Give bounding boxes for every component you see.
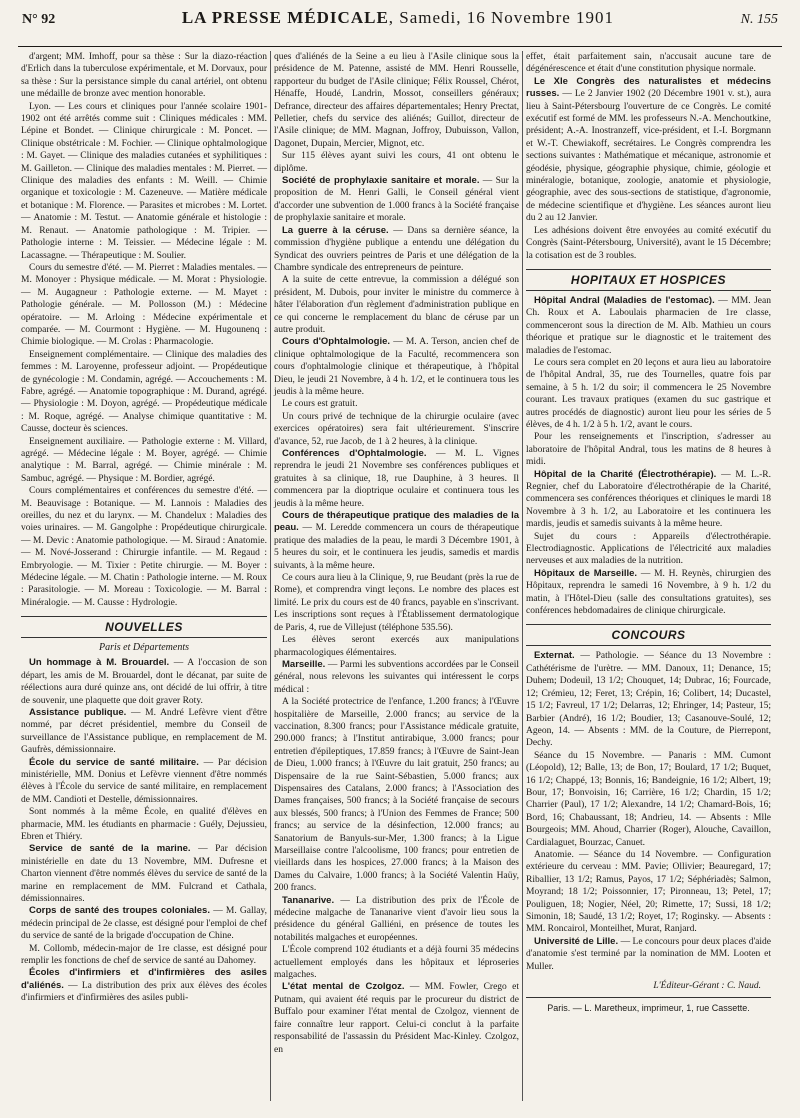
paragraph: Lyon. — Les cours et cliniques pour l'année scolaire 1901-1902 ont été arrêtés comme suit : Cliniques médicales : MM. Lépine et Bondet. — Clinique chirurgicale : M. Poncet. — Clinique obstétricale : M. Fochier. — Clinique ophtalmologique : M. Gayet. — Clinique des maladies cutanées et syphilitiques : M. Gailleton. — Clinique des maladies mentales : M. Pierret. — Clinique des maladies des enfants : M. Weill. — Chimie organique et toxicologie : M. Cazeneuve. — Matière médicale et botanique : M. Florence. — Parasites et microbes : M. Lortet. — Anatomie : M. Testut. — Anatomie générale et histologie : M. Renaut. — Anatomie pathologique : M. Tripier. — Pathologie interne : M. Teissier. — Médecine légale : M. Lacassagne. — Thérapeutique : M. Soulier. (21, 101, 267, 261)
paragraph: Séance du 15 Novembre. — Panaris : MM. Cumont (Léopold), 12; Balle, 13; de Bon, 17; Boulard, 17 1/2; Buquet, 16 1/2; Chappé, 13; Bonnis, 16; Bandeignie, 16 1/2; Albert, 19; Bour, 17; Bonvoisin, 16; Carrière, 16 1/2; Chardin, 15 1/2; Charrier (Paul), 17 1/2; Alexandre, 14 1/2; Chamard-Bois, 16; Bord, 16; Chabaussant, 18; Andrieu, 14. — Absents : Mlle Bourgeois; MM. Ahoud, Charrier (Roger), Alouche, Cavaillon, Cardialaguet, Bourzac, Canuet. (526, 750, 771, 848)
news-item-body: — Pathologie. — Séance du 13 Novembre : Cathétérisme de l'urètre. — MM. Danoux, 11; Denance, 15; Duhem; Dodeuil, 13 1/2; Chouquet, 14; Dubrac, 16; Fourcade, 12; Crémieu, 12; Feret, 13; Crépin, 16; Colibert, 14; Ducastel, 15 1/2; Favreul, 17 1/2; Delarras, 12; Ehringer, 14; Pasteur, 15; Barbier (André), 16 1/2; Boudier, 13; Casanouve-Soulé, 12; Ageon, 14. — Absents : MM. de la Couture, de Pierrepont, Dechy. (526, 651, 771, 749)
news-item-title: La guerre à la céruse. (282, 224, 389, 236)
paragraph: Sur 115 élèves ayant suivi les cours, 41 ont obtenu le diplôme. (274, 151, 519, 174)
news-item-title: Cours d'Ophtalmologie. (282, 336, 391, 348)
paragraph: Les élèves seront exercés aux manipulations pharmacologiques élémentaires. (274, 635, 519, 658)
news-item-body: — A l'occasion de son départ, les amis de M. Brouardel, dont le décanat, par suite de réélections aura duré quinze ans, ont décidé de lui offrir, à titre de souvenir, une plaquette que doit graver Roty. (21, 658, 267, 706)
paragraph: A la suite de cette entrevue, la commission a délégué son président, M. Dubois, pour inviter le ministre du commerce à hâter l'élaboration d'un règlement d'administration publique en ce qui concerne le remplacement du blanc de céruse par un autre produit. (274, 275, 519, 335)
masthead-title: LA PRESSE MÉDICALE, Samedi, 16 Novembre 1901 (181, 8, 615, 27)
news-item-title: Écoles d'infirmiers et d'infirmières des asiles d'aliénés. (21, 967, 267, 991)
columns (18, 51, 782, 1101)
paragraph: Un cours privé de technique de la chirurgie oculaire (avec exercices opératoires) sera fait ultérieurement. S'inscrire d'avance, 52, rue Jacob, de 1 à 2 heures, à la clinique. (274, 411, 519, 447)
paragraph: A la Société protectrice de l'enfance, 1.200 francs; à l'Œuvre hospitalière de Marseille, 2.000 francs; au service de la vaccination, 8.300 francs; pour l'Assistance médicale gratuite, 290.000 francs; à l'Institut antirabique, 3.000 francs; pour entretien d'épileptiques, 17.859 francs; à l'Œuvre de Saint-Jean de Dieu, 1.000 francs; à l'Œuvre du lait gratuit, 250 francs; au Dispensaire de la rue Saint-Sébastien, 5.000 francs; aux Dispensaires des Catalans, 2.000 francs; à l'Association des Dames françaises, 500 francs; à la Société française de secours aux blessés, 500 francs; à l'Union des Femmes de France; 500 francs; au service de la désinfection, 12.000 francs; au Sanatorium de Banyuls-sur-Mer, 1.300 francs; à la Ligue Marseillaise contre l'alcoolisme, 100 francs; pour entretien de vieillards dans les hospices, 27.000 francs; à la Maison des Dames du Calvaire, 1.000 francs; à la Société Valentin Haüy, 200 francs. (274, 697, 519, 894)
paragraph: Sujet du cours : Appareils d'électrothérapie. Electrodiagnostic. Applications de l'électricité aux maladies nerveuses et aux maladies de la nutrition. (526, 531, 771, 567)
news-item-title: Externat. (534, 650, 575, 662)
news-item-title: Service de santé de la marine. (29, 843, 191, 855)
news-item-body: — M. Leredde commencera un cours de thérapeutique pratique des maladies de la peau, le mardi 3 Décembre 1901, à 5 heures du soir, et le continuera les jeudis, samedis et mardis suivants, à la même heure. (274, 523, 519, 571)
paragraph: Enseignement complémentaire. — Clinique des maladies des femmes : M. Laroyenne, professeur adjoint. — Propédeutique de gynécologie : M. Condamin, agrégé. — Accouchements : M. Fabre, agrégé. — Anatomie topographique : M. Durand, agrégé. — Physiologie : M. Doyon, agrégé. — Propédeutique médicale : M. Roque, agrégé. — Analyse chimique quantitative : M. Causse, docteur ès sciences. (21, 349, 267, 435)
news-item-body: — Sur la proposition de M. Henri Galli, le Conseil général vient d'accorder une subvention de 1.000 francs à la Société française de prophylaxie sanitaire et morale. (274, 176, 519, 224)
news-item (274, 510, 519, 572)
column-2 (270, 51, 522, 1101)
column-3 (522, 51, 774, 1101)
news-item-title: Hôpital de la Charité (Électrothérapie). (534, 468, 717, 480)
news-item (21, 905, 267, 942)
masthead (18, 8, 782, 47)
news-item (274, 659, 519, 696)
issue-number: N° 92 (22, 12, 56, 27)
paragraph: Les adhésions doivent être envoyées au comité exécutif du Congrès (Saint-Pétersbourg, Université), avant le 15 Décembre; la cotisation est de 3 roubles. (526, 225, 771, 261)
news-item-title: École du service de santé militaire. (29, 756, 199, 768)
paragraph: Pour les renseignements et l'inscription, s'adresser au laboratoire de l'hôpital Andral, tous les matins de 8 heures à midi. (526, 432, 771, 468)
paragraph: Cours du semestre d'été. — M. Pierret : Maladies mentales. — M. Monoyer : Physique médicale. — M. Morat : Physiologie. — M. Augagneur : Pathologie externe. — M. Mayet : Pathologie générale. — M. Pollosson (M.) : Médecine opératoire. — M. Arloing : Médecine expérimentale et comparée. — M. Courmont : Hygiène. — M. Hugounenq : Chimie biologique. — M. Crolas : Pharmacologie. (21, 262, 267, 348)
paragraph: d'argent; MM. Imhoff, pour sa thèse : Sur la diazo-réaction d'Erlich dans la tuberculose expérimentale, et M. Dorvaux, pour sa thèse : Sur la persistance simple du canal artériel, ont obtenu une médaille de bronze avec mention honorable. (21, 52, 267, 100)
section-heading-nouvelles: NOUVELLES (21, 616, 267, 638)
news-item (274, 895, 519, 945)
newspaper-page (18, 8, 782, 1108)
news-item-title: L'état mental de Czolgoz. (282, 981, 405, 993)
news-item (21, 707, 267, 757)
news-item (526, 936, 771, 973)
news-item-title: Marseille. (282, 658, 326, 670)
news-item-title: Hôpitaux de Marseille. (534, 567, 638, 579)
news-item (526, 76, 771, 225)
column-1 (18, 51, 270, 1101)
news-item-body: — Le concours pour deux places d'aide d'anatomie s'est terminé par la nomination de MM. Looten et Muller. (526, 936, 771, 972)
news-item (274, 981, 519, 1055)
news-item (274, 175, 519, 225)
page-number: N. 155 (740, 12, 778, 27)
paragraph: M. Collomb, médecin-major de 1re classe, est désigné pour remplir les fonctions de chef de service de santé au Dahomey. (21, 943, 267, 967)
news-item (21, 757, 267, 807)
paragraph: Anatomie. — Séance du 14 Novembre. — Configuration extérieure du cerveau : MM. Pavie; Ollivier; Beauregard, 17; Riballier, 13 1/2; Ramus, Payos, 17 1/2; Séphériadès; Salmon, Moyrand; 18 1/2; Poissonnier, 17; Pironneau, 13; Petel, 17; Pouliguen, 18; Nogier, Néel, 20; Rimette, 17; Sussi, 18 1/2; Simonin, 18; Saudé, 13 1/2; Royet, 17; Roginsky. — Absents : MM. Roncairol, Monteilhet, Murat, Ranjard. (526, 849, 771, 935)
news-item-title: Société de prophylaxie sanitaire et morale. (282, 175, 480, 187)
news-item (21, 843, 267, 905)
news-item-title: Université de Lille. (534, 935, 619, 947)
news-item-body: — La distribution des prix de l'École de médecine malgache de Tananarive vient d'avoir lieu sous la présidence du général Galliéni, en présence de toutes les notabilités malgaches et européennes. (274, 895, 519, 943)
news-item-body: — Par décision ministérielle, MM. Donius et Lefèvre viennent d'être nommés élèves à l'École du service de santé militaire, en remplacement de MM. Candioti et Destelle, démissionnaires. (21, 757, 268, 805)
section-heading-hopitaux: HOPITAUX ET HOSPICES (526, 269, 771, 291)
news-item (526, 295, 771, 357)
section-heading-concours: CONCOURS (526, 624, 771, 646)
news-item (274, 336, 519, 398)
editor-signature: L'Éditeur-Gérant : C. Naud. (653, 981, 761, 992)
news-item-title: Le XIe Congrès des naturalistes et médecins russes. (526, 75, 771, 100)
news-item (274, 225, 519, 275)
paragraph: ques d'aliénés de la Seine a eu lieu à l'Asile clinique sous la présidence de M. Patenne, assisté de MM. Henri Rousselle, rapporteur du budget de l'Asile clinique; Félix Roussel, Chérot, Hénaffe, Houdé, Landrin, Mossot, conseillers généraux; Defrance, directeur des affaires départementales; Henry Prectat, Pelletier, chefs du service des aliénés; Guillot, directeur de l'Asile clinique; de MM. Magnan, Joffroy, Dubuisson, Vallon, Dagonet, Dupain, Mercier, Mignot, etc. (274, 52, 519, 149)
news-item-body: — Le 2 Janvier 1902 (20 Décembre 1901 v. st.), aura lieu à Saint-Pétersbourg l'ouverture de ce Congrès. Le comité exécutif est formé de MM. les professeurs N.-A. Menchoutkine, président; A.-A. Inostranzeff, vice-président, et I.-I. Borgmann et W.-T. Chewiakoff, secrétaires. Le Congrès comprendra les sections suivantes : Mathématique et mécanique, astronomie et géodésie, physique, géographie physique, chimie, géologie et minéralogie, botanique, zoologie, anatomie et physiologie, géographie, avec des sous-sections de statistique, d'agronomie, de médecine scientifique et d'hygiène. Les séances auront lieu du 2 au 12 Janvier. (526, 89, 771, 224)
news-item (274, 448, 519, 510)
paragraph: effet, était parfaitement sain, n'accusait aucune tare de dégénérescence et était d'une constitution physique normale. (526, 52, 771, 75)
news-item-body: — Parmi les subventions accordées par le Conseil général, nous relevons les suivantes qui intéressent le corps médical : (274, 659, 520, 695)
paragraph: Cours complémentaires et conférences du semestre d'été. — M. Beauvisage : Botanique. — M. Lannois : Maladies des oreilles, du nez et du larynx. — M. Chandelux : Maladies des voies urinaires. — M. Gangolphe : Propédeutique chirurgicale. — M. Devic : Anatomie pathologique. — M. Siraud : Anatomie. — M. Nové-Josserand : Chirurgie infantile. — M. Regaud : Embryologie. — M. Tixier : Petite chirurgie. — M. Boyer : Médecine légale. — M. Chatin : Pathologie interne. — M. Roux : Parasitologie. — M. Moreau : Toxicologie. — M. Barral : Minéralogie. — M. Causse : Hydrologie. (21, 486, 267, 608)
paragraph: Le cours sera complet en 20 leçons et aura lieu au laboratoire de l'hôpital Andral, 35, rue des Tournelles, quatre fois par semaine, à 5 h. 1/2 du soir; il commencera le 25 Novembre courant. Les travaux pratiques (examen du suc gastrique et autres procédés de diagnostic) auront lieu pour les séries de 5 élèves, de 4 h. 1/2 à 5 h. 1/2, avant le cours. (526, 357, 771, 430)
paragraph: Le cours est gratuit. (282, 399, 358, 410)
news-item-title: Un hommage à M. Brouardel. (29, 657, 170, 669)
news-item (526, 469, 771, 531)
news-item-title: Cours de thérapeutique pratique des maladies de la peau. (274, 510, 519, 534)
news-item-body: — M. A. Terson, ancien chef de clinique ophtalmologique de la Faculté, recommencera son cours d'ophtalmologie clinique et thérapeutique, à l'hôpital Dieu, le jeudi 21 Novembre, à 4 h. 1/2, et le continuera tous les jeudis à la même heure. (274, 337, 520, 397)
news-item-body: — MM. Fowler, Crego et Putnam, qui avaient été requis par le procureur du district de Buffalo pour examiner l'état mental de Czolgoz, viennent de faire connaître leur rapport. Celui-ci conclut à la parfaite responsabilité de l'assassin du Président Mac-Kinley. Czolgoz, en (274, 982, 519, 1055)
news-item-title: Corps de santé des troupes coloniales. (29, 905, 210, 917)
news-item-title: Conférences d'Ophtalmologie. (282, 448, 427, 459)
issue-date: Samedi, 16 Novembre 1901 (399, 8, 615, 27)
journal-title: LA PRESSE MÉDICALE (181, 8, 389, 27)
news-item (526, 568, 771, 618)
subheading-paris: Paris et Départements (99, 642, 189, 654)
news-item-body: — M. L. Vignes reprendra le jeudi 21 Novembre ses conférences publiques et gratuites à sa clinique, 18, rue Dauphine, à 3 heures. Il commencera par la dioptrique oculaire et continuera tous les jeudis à la même heure. (274, 449, 520, 509)
news-item (21, 967, 267, 1004)
news-item-body: — M. H. Reynès, chirurgien des Hôpitaux, reprendra le samedi 16 Novembre, à 9 h. 1/2 du matin, à l'Hôtel-Dieu (salle des consultations gratuites), ses conférences hebdomadaires de clinique chirurgicale. (526, 568, 771, 617)
news-item-body: — Par décision ministérielle en date du 13 Novembre, MM. Dufresne et Charton viennent d'être nommés élèves du service de santé de la marine en remplacement de MM. Fulcrand et Cathala, démissionnaires. (21, 844, 267, 904)
news-item-title: Assistance publique. (29, 706, 127, 718)
news-item-body: — M. L.-R. Regnier, chef du Laboratoire d'électrothérapie de la Charité, commencera ses conférences théoriques et cliniques le mardi 18 Novembre à 3 h. 1/2, au Laboratoire et les continuera les mardis, jeudis et samedis suivants à la même heure. (526, 469, 772, 530)
printer-imprint: Paris. — L. Maretheux, imprimeur, 1, rue Cassette. (526, 997, 771, 1013)
news-item (21, 657, 267, 707)
paragraph: Sont nommés à la même École, en qualité d'élèves en pharmacie, MM. les étudiants en pharmacie : Guély, Dejussieu, Ebren et Thiéry. (21, 807, 267, 842)
paragraph: Ce cours aura lieu à la Clinique, 9, rue Beudant (près la rue de Rome), et comprendra vingt leçons. Le nombre des places est limité. Le prix du cours est de 40 francs, payable en s'inscrivant. Les inscriptions sont reçues à l'Établissement dermatologique de Paris, 4, rue de Villejust (téléphone 535.56). (274, 573, 519, 633)
news-item-title: Hôpital Andral (Maladies de l'estomac). (534, 294, 715, 306)
news-item-body: — La distribution des prix aux élèves des écoles d'infirmiers et d'infirmières des asiles publi- (21, 980, 267, 1004)
paragraph: L'École comprend 102 étudiants et a déjà fourni 35 médecins actuellement employés dans les hôpitaux et léproseries malgaches. (274, 945, 519, 981)
paragraph: Enseignement auxiliaire. — Pathologie externe : M. Villard, agrégé. — Médecine légale : M. Boyer, agrégé. — Chimie analytique : M. Barral, agrégé. — Chimie minérale : M. Sambuc, agrégé. — Physique : M. Bordier, agrégé. (21, 436, 267, 484)
news-item (526, 650, 771, 749)
news-item-body: — Dans sa dernière séance, la commission d'hygiène publique a entendu une délégation du Syndicat des ouvriers peintres de Paris et une délégation de la Chambre syndicale des entrepreneurs de peinture. (274, 225, 519, 273)
news-item-body: — MM. Jean Ch. Roux et A. Laboulais pharmacien de 1re classe, commenceront sous la direction de M. Alb. Mathieu un cours théorique et pratique sur le diagnostic et le traitement des maladies de l'estomac. (526, 295, 771, 356)
news-item-title: Tananarive. (282, 894, 335, 906)
news-item-body: — M. André Lefèvre vient d'être nommé, par décret présidentiel, membre du Conseil de surveillance de l'Assistance publique, en remplacement de M. Gaufrès, démissionnaire. (21, 707, 268, 756)
news-item-body: — M. Gallay, médecin principal de 2e classe, est désigné pour l'emploi de chef du service de santé de la brigade d'occupation de Chine. (21, 906, 268, 942)
